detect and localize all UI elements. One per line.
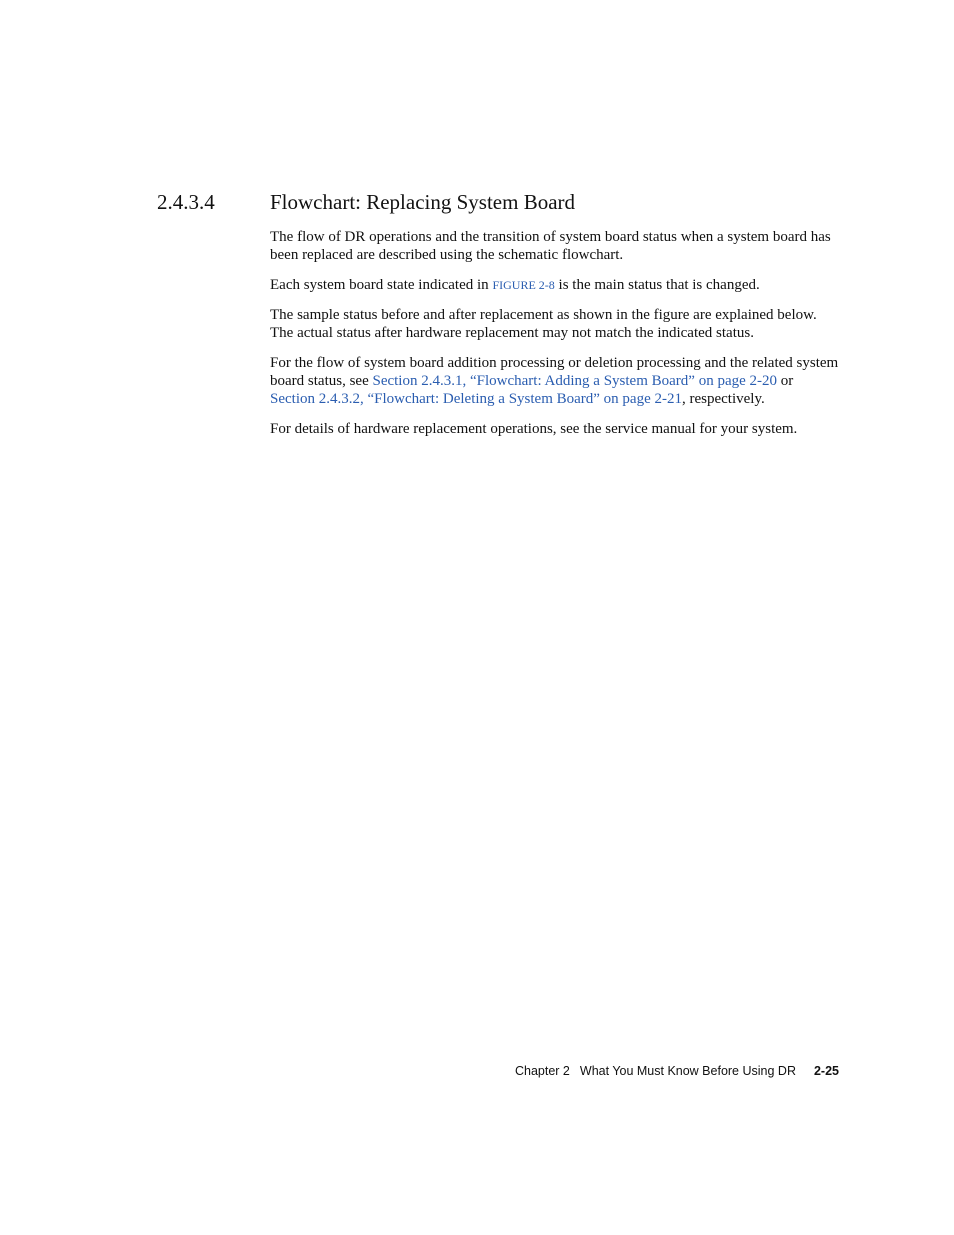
paragraph-text: , respectively.	[682, 391, 765, 407]
footer-chapter-title: What You Must Know Before Using DR	[579, 1064, 796, 1078]
footer-chapter: Chapter 2	[514, 1064, 570, 1078]
paragraph-flow-description: The flow of DR operations and the transition of system board status when a system board has been replaced are described using the schematic flowchart.	[270, 229, 831, 263]
figure-2-8-link[interactable]: FIGURE 2-8	[492, 278, 555, 292]
paragraph-text: or	[777, 373, 794, 389]
page-footer	[400, 1063, 839, 1079]
paragraph-text: For the flow of system board addition processing or deletion processing and the related system board status, see	[270, 355, 839, 389]
section-title: Flowchart: Replacing System Board	[270, 190, 576, 214]
paragraph-sample-status: The sample status before and after replacement as shown in the figure are explained below. The actual status after hardware replacement may not match the indicated status.	[270, 307, 817, 341]
paragraph-related-sections	[270, 354, 840, 408]
section-2-4-3-1-link[interactable]: Section 2.4.3.1, “Flowchart: Adding a System Board” on page 2-20	[372, 373, 778, 389]
section-number: 2.4.3.4	[157, 190, 215, 214]
section-body	[270, 228, 840, 450]
paragraph-hardware-replacement: For details of hardware replacement operations, see the service manual for your system.	[270, 421, 798, 437]
paragraph-board-state	[270, 276, 840, 294]
paragraph-text: Each system board state indicated in	[270, 277, 493, 293]
paragraph-text: is the main status that is changed.	[554, 277, 760, 293]
section-2-4-3-2-link[interactable]: Section 2.4.3.2, “Flowchart: Deleting a System Board” on page 2-21	[270, 391, 682, 407]
footer-page-number: 2-25	[813, 1064, 839, 1078]
